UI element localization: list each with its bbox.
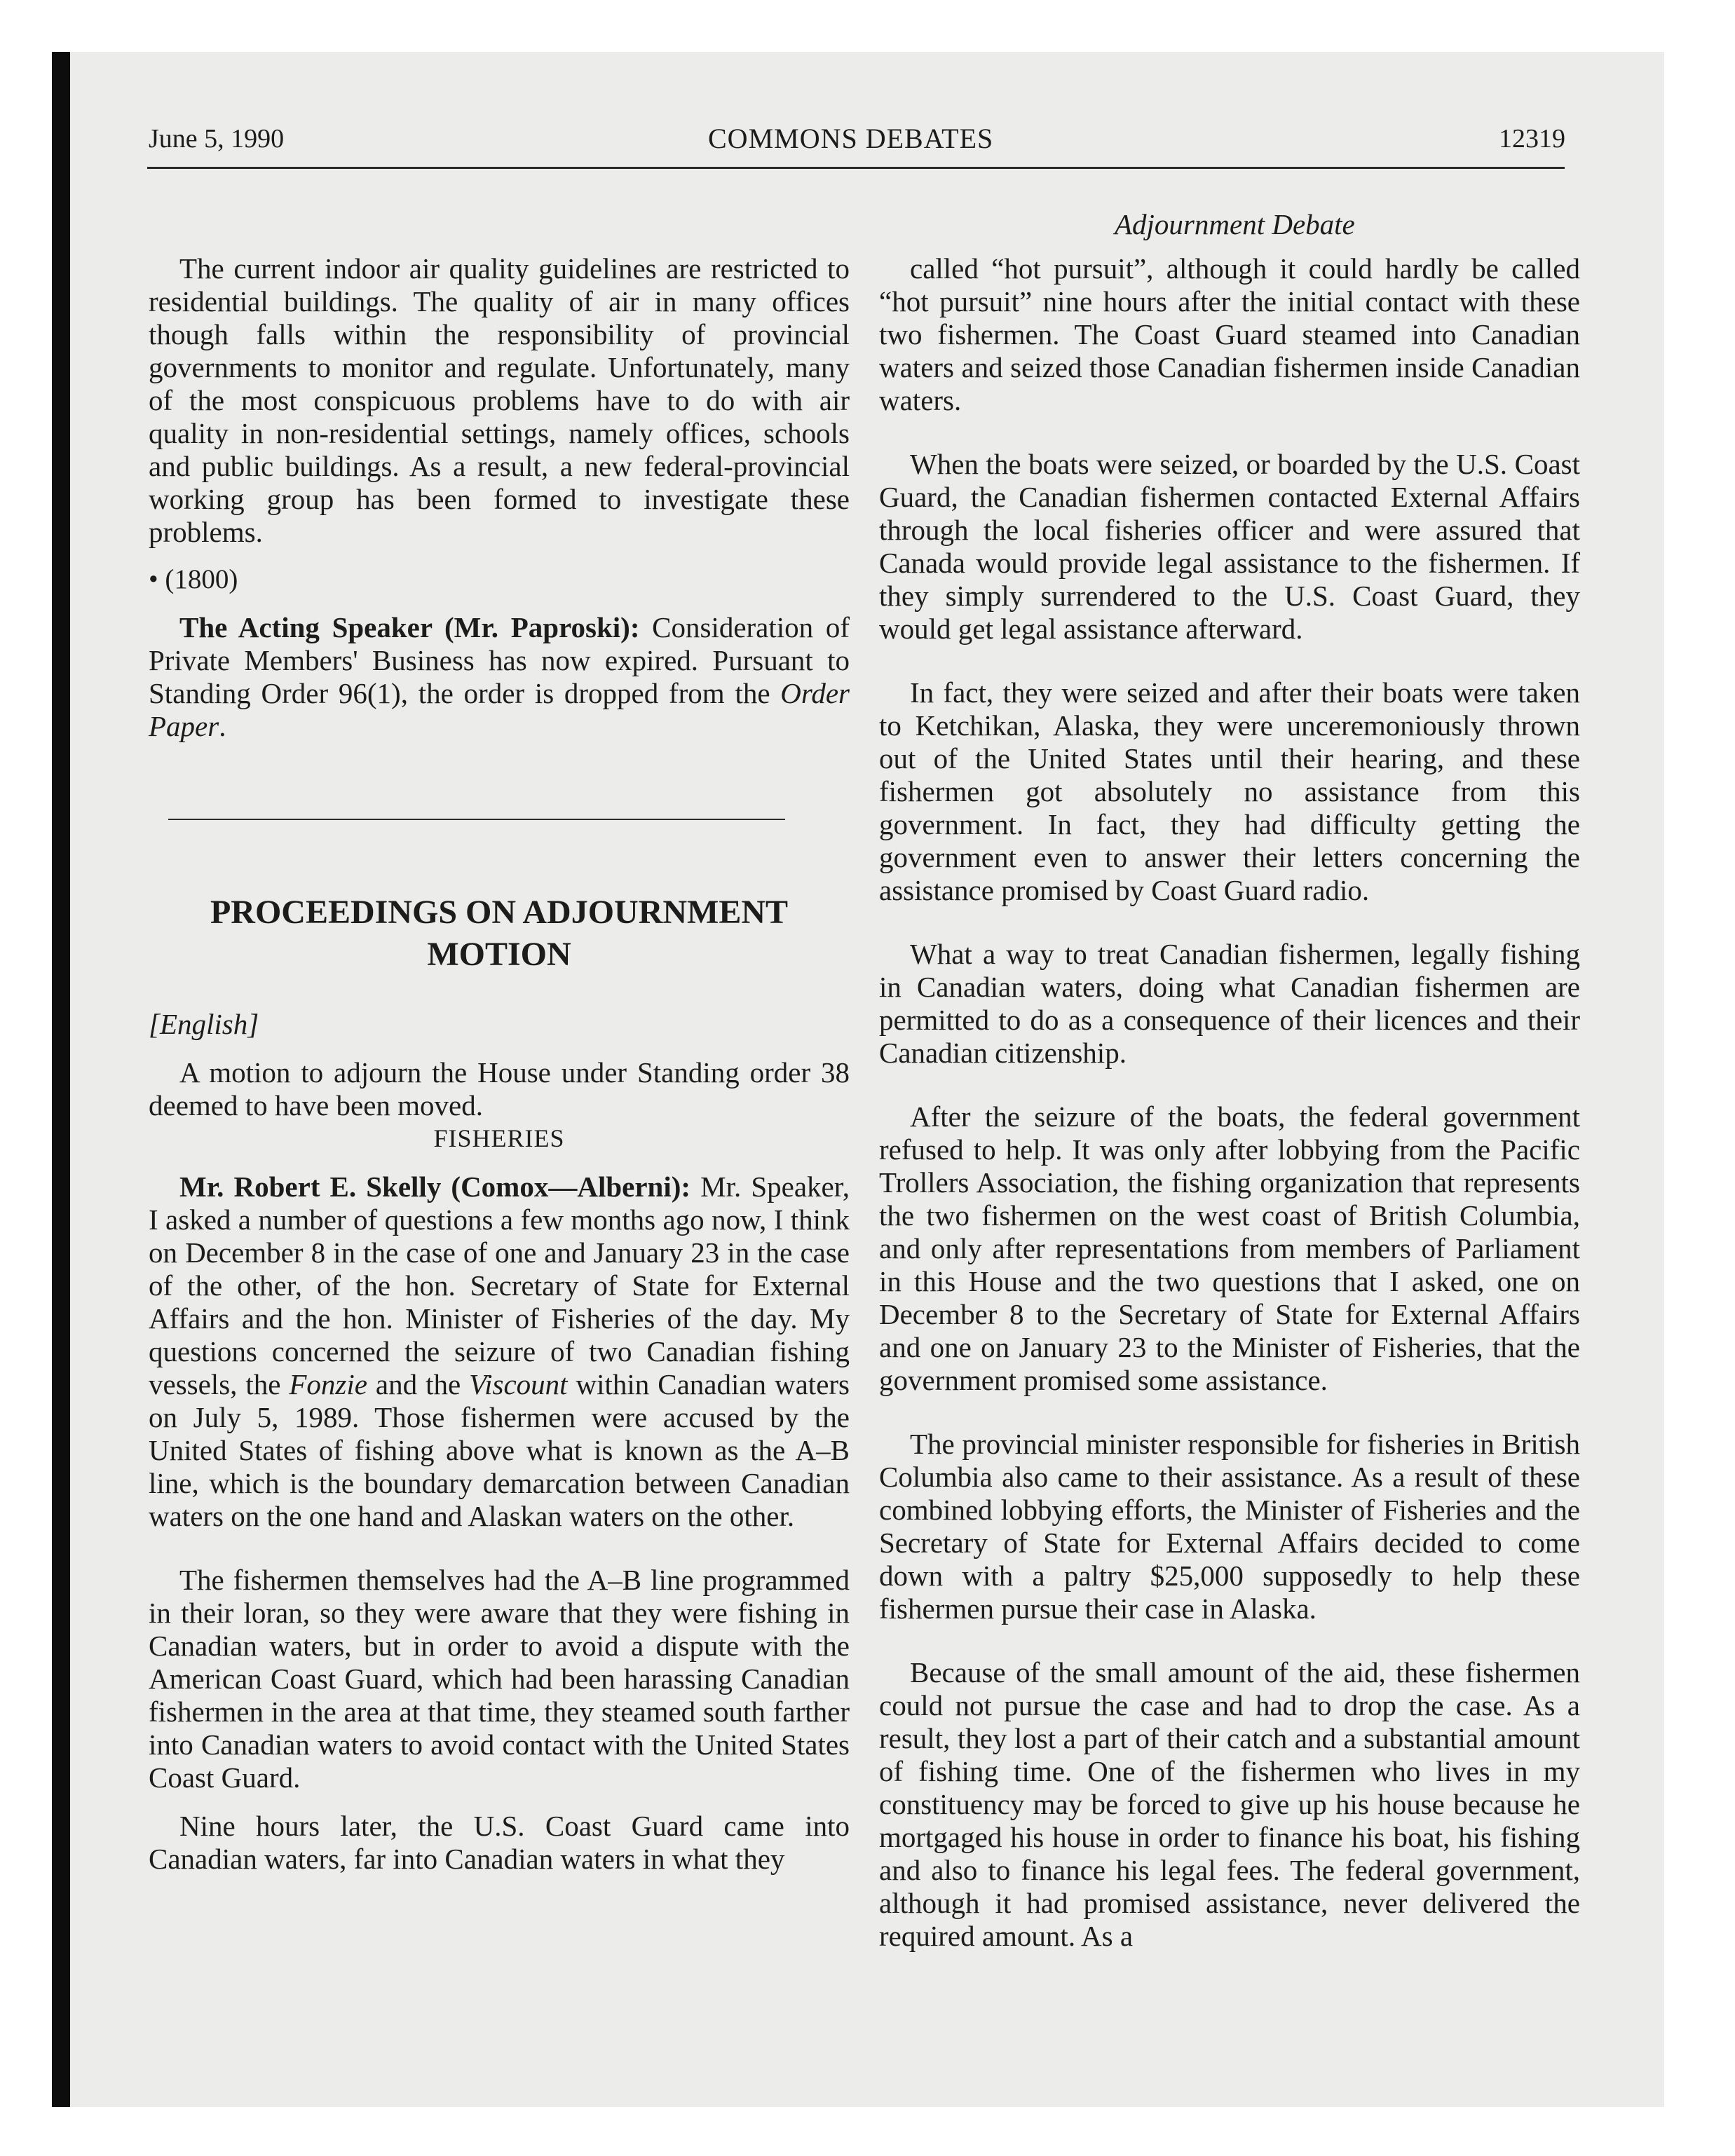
skelly-text-3: within Canadian waters on July 5, 1989. Those fishermen were accused by the United States of fishing above what is known as the A–B line, which is the boundary demarcation between Canadian waters on the one hand and Alaskan waters on the other. [149, 1368, 850, 1532]
header-date: June 5, 1990 [149, 124, 285, 153]
speaker-italic: Order Paper [149, 677, 850, 742]
speaker-text: Consideration of Private Members' Business has now expired. Pursuant to Standing Order 96(1), the order is dropped from the [149, 611, 850, 709]
paragraph-federal-refused: After the seizure of the boats, the federal government refused to help. It was only after lobbying from the Pacific Trollers Association, the fishing organization that represents the two fishermen on the west coast of British Columbia, and only after representations from members of Parliament in this House and the two questions that I asked, one on December 8 to the Secretary of State for External Affairs and one on January 23 to the Minister of Fisheries, that the government promised some assistance. [879, 1100, 1580, 1396]
paragraph-nine-hours: Nine hours later, the U.S. Coast Guard came into Canadian waters, far into Canadian waters in what they [149, 1810, 850, 1875]
paragraph-small-amount: Because of the small amount of the aid, these fishermen could not pursue the case and had to drop the case. As a result, they lost a part of their catch and a substantial amount of fishing time. One of the fishermen who lives in my constituency may be forced to give up his house because he mortgaged his house in order to finance his boat, his fishing and also to finance his legal fees. The federal government, although it had promised assistance, never delivered the required amount. As a [879, 1656, 1580, 1952]
left-column [149, 252, 850, 1876]
paragraph-motion: A motion to adjourn the House under Standing order 38 deemed to have been moved. [149, 1056, 850, 1121]
section-divider [168, 819, 785, 820]
language-tag: [English] [149, 1008, 259, 1040]
skelly-name: Mr. Robert E. Skelly (Comox—Alberni): [179, 1171, 691, 1203]
speaker-name: The Acting Speaker (Mr. Paproski): [179, 611, 640, 643]
paragraph-provincial-minister: The provincial minister responsible for fisheries in British Columbia also came to their assistance. As a result of these combined lobbying efforts, the Minister of Fisheries and the Secretary of State for External Affairs decided to come down with a paltry $25,000 supposedly to help these fishermen pursue their case in Alaska. [879, 1428, 1580, 1625]
speaker-end: . [219, 710, 226, 742]
skelly-text-1: Mr. Speaker, I asked a number of questions a few months ago now, I think on December 8 in the case of one and January 23 in the case of the other, of the hon. Secretary of State for External Affairs and the hon. Minister of Fisheries of the day. My questions concerned the seizure of two Canadian fishing vessels, the [149, 1171, 850, 1400]
skelly-text-2: and the [367, 1368, 470, 1400]
paragraph-treat-fishermen: What a way to treat Canadian fishermen, legally fishing in Canadian waters, doing what Canadian fishermen are permitted to do as a consequence of their licences and their Canadian citizenship. [879, 938, 1580, 1069]
subheading-fisheries: FISHERIES [433, 1124, 565, 1152]
section-label: Adjournment Debate [1115, 208, 1355, 240]
paragraph-fishermen: The fishermen themselves had the A–B line programmed in their loran, so they were aware that they were fishing in Canadian waters, but in order to avoid a dispute with the American Coast Guard, which had been harassing Canadian fishermen in the area at that time, they steamed south farther into Canadian waters to avoid contact with the United States Coast Guard. [149, 1564, 850, 1794]
header-title: COMMONS DEBATES [708, 123, 994, 154]
vessel-name-2: Viscount [469, 1368, 568, 1400]
section-heading: PROCEEDINGS ON ADJOURNMENT MOTION [210, 894, 789, 973]
paragraph-skelly [149, 1171, 850, 1533]
right-column [879, 252, 1580, 1953]
vessel-name-1: Fonzie [289, 1368, 367, 1400]
paragraph-hot-pursuit: called “hot pursuit”, although it could hardly be called “hot pursuit” nine hours after the initial contact with these two fishermen. The Coast Guard steamed into Canadian waters and seized those Canadian fishermen inside Canadian waters. [879, 252, 1580, 416]
header-page-number: 12319 [1499, 124, 1565, 153]
header-rule [147, 167, 1565, 169]
time-marker: • (1800) [149, 564, 238, 594]
paragraph-acting-speaker [149, 611, 850, 743]
paragraph-boats-seized: When the boats were seized, or boarded by the U.S. Coast Guard, the Canadian fishermen contacted External Affairs through the local fisheries officer and were assured that Canada would provide legal assistance to the fishermen. If they simply surrendered to the U.S. Coast Guard, they would get legal assistance afterward. [879, 448, 1580, 645]
paragraph-ketchikan: In fact, they were seized and after their boats were taken to Ketchikan, Alaska, they were unceremoniously thrown out of the United States until their hearing, and these fishermen got absolutely no assistance from this government. In fact, they had difficulty getting the government even to answer their letters concerning the assistance promised by Coast Guard radio. [879, 676, 1580, 906]
paragraph-air-quality: The current indoor air quality guidelines are restricted to residential buildings. The quality of air in many offices though falls within the responsibility of provincial governments to monitor and regulate. Unfortunately, many of the most conspicuous problems have to do with air quality in non-residential settings, namely offices, schools and public buildings. As a result, a new federal-provincial working group has been formed to investigate these problems. [149, 252, 850, 548]
